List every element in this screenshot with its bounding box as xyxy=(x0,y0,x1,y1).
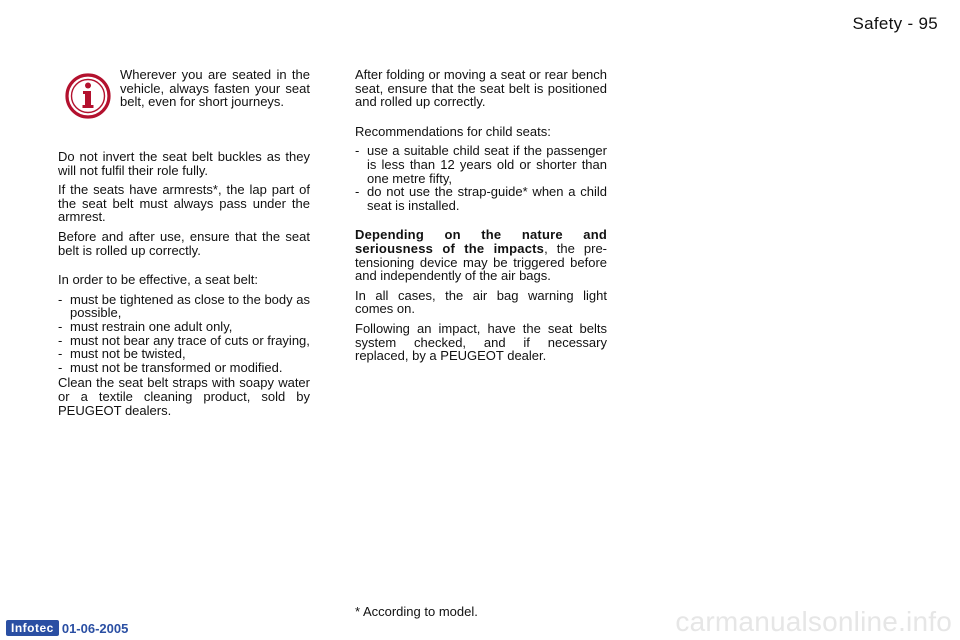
folding-note: After folding or moving a seat or rear bench seat, ensure that the seat belt is positioned and rolled up correctly. xyxy=(355,67,607,110)
info-notice xyxy=(58,68,310,140)
list-item: - do not use the strap-guide* when a child seat is installed. xyxy=(355,184,607,213)
footer xyxy=(6,620,128,636)
list-item: - use a suitable child seat if the passenger is less than 12 years old or shorter than one metre fifty, xyxy=(355,143,607,186)
effectiveness-list xyxy=(58,293,310,375)
watermark: carmanualsonline.info xyxy=(675,606,952,637)
impact-check-note: Following an impact, have the seat belts system checked, and if necessary replaced, by a PEUGEOT dealer. xyxy=(355,320,607,364)
child-seat-intro: Recommendations for child seats: xyxy=(355,123,551,139)
pretensioner-rest: , the pre-tensioning device may be triggered before and independently of the air bags. xyxy=(355,240,607,284)
list-item: - must not bear any trace of cuts or fraying, xyxy=(58,332,310,348)
rolled-up-note: Before and after use, ensure that the seat belt is rolled up correctly. xyxy=(58,228,310,258)
list-item: - must be tightened as close to the body as possible, xyxy=(58,291,310,321)
airbag-light-note: In all cases, the air bag warning light comes on. xyxy=(355,287,607,317)
pretensioner-note xyxy=(355,228,607,282)
page-header: Safety - 95 xyxy=(852,14,938,33)
footnote: * According to model. xyxy=(355,604,478,619)
effectiveness-intro: In order to be effective, a seat belt: xyxy=(58,272,258,288)
list-item: - must restrain one adult only, xyxy=(58,318,233,334)
armrest-note: If the seats have armrests*, the lap part of the seat belt must always pass under the armrest. xyxy=(58,182,310,225)
cleaning-note: Clean the seat belt straps with soapy water or a textile cleaning product, sold by PEUGEOT dealers. xyxy=(58,375,310,418)
info-icon xyxy=(64,72,112,120)
list-item: - must not be twisted, xyxy=(58,346,186,362)
child-seat-list xyxy=(355,144,607,212)
right-column xyxy=(355,68,607,369)
pretensioner-lead: Depending on the nature and seriousness of the impacts xyxy=(355,227,607,256)
buckle-warning: Do not invert the seat belt buckles as they will not fulfil their role fully. xyxy=(58,149,310,178)
left-column xyxy=(58,68,310,423)
list-item: - must not be transformed or modified. xyxy=(58,359,283,375)
footer-date: 01-06-2005 xyxy=(61,620,129,636)
infotec-logo: Infotec xyxy=(6,620,59,636)
info-text: Wherever you are seated in the vehicle, always fasten your seat belt, even for short journeys. xyxy=(120,67,310,110)
